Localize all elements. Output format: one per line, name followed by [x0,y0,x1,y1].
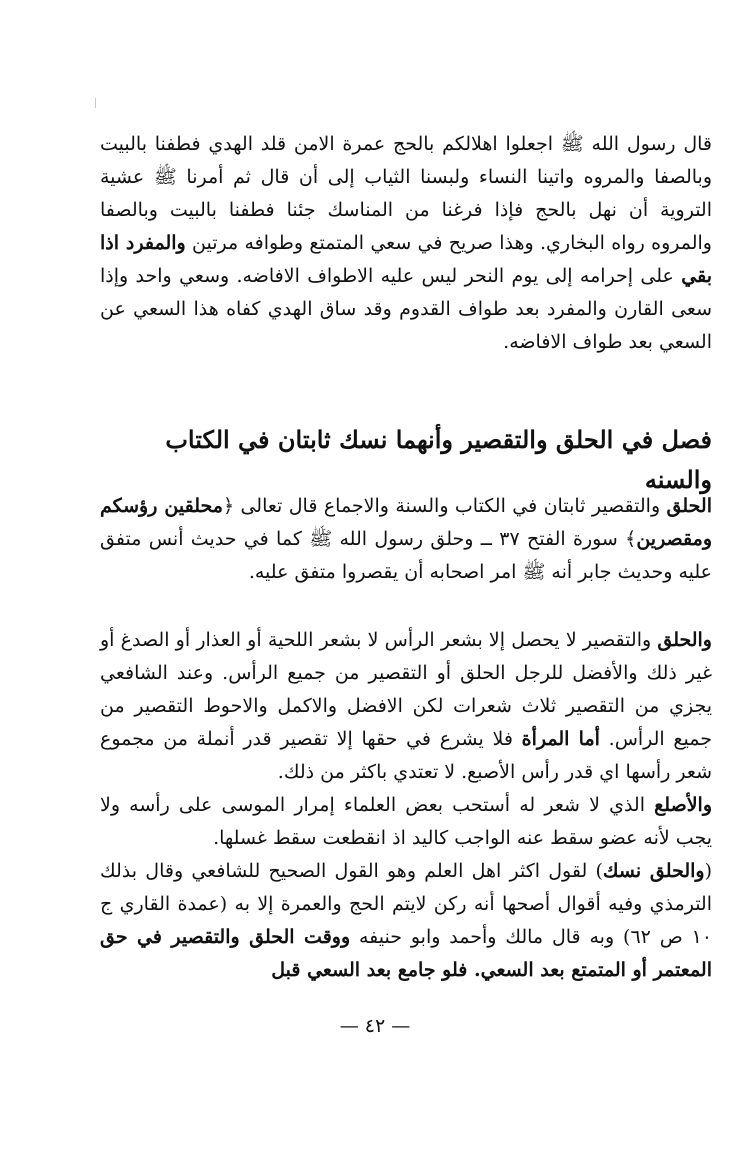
scan-mark [95,98,96,108]
paragraph-3-bold-1: والحلق [657,629,712,651]
paragraph-1-after: على إحرامه إلى يوم النحر ليس عليه الاطواف الافاضه. وسعي واحد وإذا سعى القارن والمفرد بعد طواف القدوم وقد ساق الهدي كفاه هذا السعي عن السعي بعد طواف الافاضه. [100,265,712,353]
page-number: — ٤٢ — [339,1015,411,1037]
paragraph-3-bold-2: أما المرأة [521,728,600,750]
quran-quote: محلقين رؤسكم ومقصرين [100,495,712,550]
paragraph-5-bold-2: ووقت الحلق والتقصير في حق المعتمر أو المتمتع بعد السعي. فلو جامع بعد السعي قبل [100,926,712,981]
paragraph-5 [100,855,712,987]
paragraph-4 [100,789,712,855]
section-heading: فصل في الحلق والتقصير وأنهما نسك ثابتان في الكتاب والسنه [165,425,712,494]
paragraph-5-bold-1: والحلق نسك [602,860,705,882]
paragraph-2-text-2: ﴾ سورة الفتح ٣٧ ــ وحلق رسول الله ﷺ كما في حديث أنس متفق عليه وحديث جابر أنه ﷺ امر اصحابه أن يقصروا متفق عليه. [100,528,712,583]
paragraph-3 [100,624,712,987]
paragraph-1-bold: والمفرد اذا بقي [100,232,712,287]
paragraph-3-text-1: والتقصير لا يحصل إلا بشعر الرأس لا بشعر اللحية أو العذار أو الصدغ أو غير ذلك والأفضل للرجل الحلق أو التقصير من جميع الرأس. وعند الشافعي يجزي من التقصير ثلاث شعرات لكن الافضل والاكمل والاحوط التقصير من جميع الرأس. [100,629,713,750]
paragraph-4-text-1: الذي لا شعر له أستحب بعض العلماء إمرار الموسى على رأسه ولا يجب لأنه عضو سقط عنه الواجب كاليد اذ انقطعت سقط غسلها. [100,794,712,849]
paragraph-5-text-1: ) لقول اكثر اهل العلم وهو القول الصحيح للشافعي وقال بذلك الترمذي وفيه أقوال أصحها أنه ركن لايتم الحج والعمرة إلا به (عمدة القاري ج ١٠ ص ٦٢) وبه قال مالك وأحمد وابو حنيفه [100,860,712,948]
paragraph-4-bold-1: والأصلع [654,794,712,816]
paragraph-2-text-1: والتقصير ثابتان في الكتاب والسنة والاجماع قال تعالى ﴿ [222,495,667,517]
paragraph-2 [100,490,712,589]
paragraph-2-bold-1: الحلق [666,495,712,517]
paragraph-1-text: قال رسول الله ﷺ اجعلوا اهلالكم بالحج عمرة الامن قلد الهدي فطفنا بالبيت وبالصفا والمروه واتينا النساء ولبسنا الثياب إلى أن قال ثم أمرنا ﷺ عشية التروية أن نهل بالحج فإذا فرغنا من المناسك جئنا فطفنا بالبيت وبالصفا والمروه رواه البخاري. وهذا صريح في سعي المتمتع وطوافه مرتين [100,133,712,254]
paragraph-1 [100,128,712,359]
paragraph-5-text-0: ( [704,860,712,882]
paragraph-3-text-2: فلا يشرع في حقها إلا تقصير قدر أنملة من مجموع شعر رأسها اي قدر رأس الأصبع. لا تعتدي باكثر من ذلك. [100,728,712,783]
